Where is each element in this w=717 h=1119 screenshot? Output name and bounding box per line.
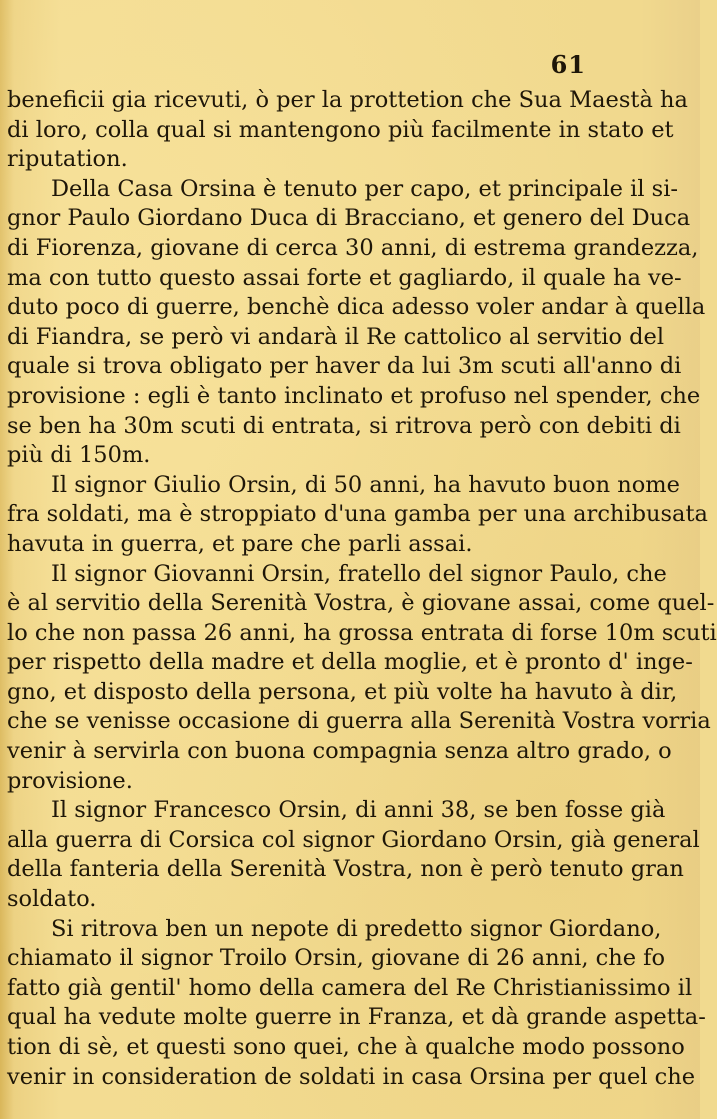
text-line: riputation.	[7, 146, 128, 173]
text-line: beneficii gia ricevuti, ò per la prottetion che Sua Maestà ha	[7, 87, 688, 113]
text-line: se ben ha 30m scuti di entrata, si ritrova però con debiti di	[7, 412, 681, 439]
text-line: gno, et disposto della persona, et più volte ha havuto à dir,	[7, 678, 678, 705]
text-line: chiamato il signor Troilo Orsin, giovane di 26 anni, che fo	[7, 945, 666, 972]
paragraph-first-line: Si ritrova ben un nepote di predetto signor Giordano,	[51, 915, 662, 942]
text-line: alla guerra di Corsica col signor Giordano Orsin, già general	[7, 826, 700, 853]
text-line: per rispetto della madre et della moglie, et è pronto d' inge-	[7, 649, 693, 676]
text-line: fra soldati, ma è stroppiato d'una gamba per una archibusata	[7, 501, 708, 528]
text-line: lo che non passa 26 anni, ha grossa entrata di forse 10m scuti	[7, 619, 717, 646]
text-line: più di 150m.	[7, 442, 151, 469]
text-line: gnor Paulo Giordano Duca di Bracciano, et genero del Duca	[7, 205, 691, 232]
text-line: di loro, colla qual si mantengono più facilmente in stato et	[7, 116, 674, 143]
text-line: è al servitio della Serenità Vostra, è giovane assai, come quel-	[7, 590, 715, 617]
text-line: quale si trova obligato per haver da lui 3m scuti all'anno di	[7, 353, 682, 380]
text-line: provisione : egli è tanto inclinato et profuso nel spender, che	[7, 382, 701, 409]
paragraph-first-line: Il signor Giovanni Orsin, fratello del signor Paulo, che	[51, 560, 667, 587]
text-line: provisione.	[7, 767, 133, 794]
text-line: che se venisse occasione di guerra alla Serenità Vostra vorria	[7, 708, 711, 735]
text-line: di Fiorenza, giovane di cerca 30 anni, di estrema grandezza,	[7, 234, 699, 261]
paragraph-first-line: Il signor Giulio Orsin, di 50 anni, ha havuto buon nome	[51, 471, 680, 498]
text-line: venir in consideration de soldati in casa Orsina per quel che	[7, 1063, 696, 1090]
text-line: havuta in guerra, et pare che parli assai.	[7, 530, 473, 557]
text-line: qual ha vedute molte guerre in Franza, et dà grande aspetta-	[7, 1004, 706, 1031]
text-line: ma con tutto questo assai forte et gagliardo, il quale ha ve-	[7, 264, 682, 291]
text-line: venir à servirla con buona compagnia senza altro grado, o	[7, 738, 672, 765]
text-line: della fanteria della Serenità Vostra, non è però tenuto gran	[7, 856, 684, 883]
paragraph-first-line: Il signor Francesco Orsin, di anni 38, se ben fosse già	[51, 797, 666, 824]
body-text	[7, 86, 717, 1092]
page-number: 61	[550, 50, 586, 79]
text-line: di Fiandra, se però vi andarà il Re cattolico al servitio del	[7, 323, 665, 350]
text-line: tion di sè, et questi sono quei, che à qualche modo possono	[7, 1034, 685, 1060]
text-line: soldato.	[7, 886, 97, 913]
paragraph-first-line: Della Casa Orsina è tenuto per capo, et principale il si-	[51, 175, 679, 202]
text-line: fatto già gentil' homo della camera del Re Christianissimo il	[7, 974, 693, 1001]
text-line: duto poco di guerre, benchè dica adesso voler andar à quella	[7, 294, 706, 321]
